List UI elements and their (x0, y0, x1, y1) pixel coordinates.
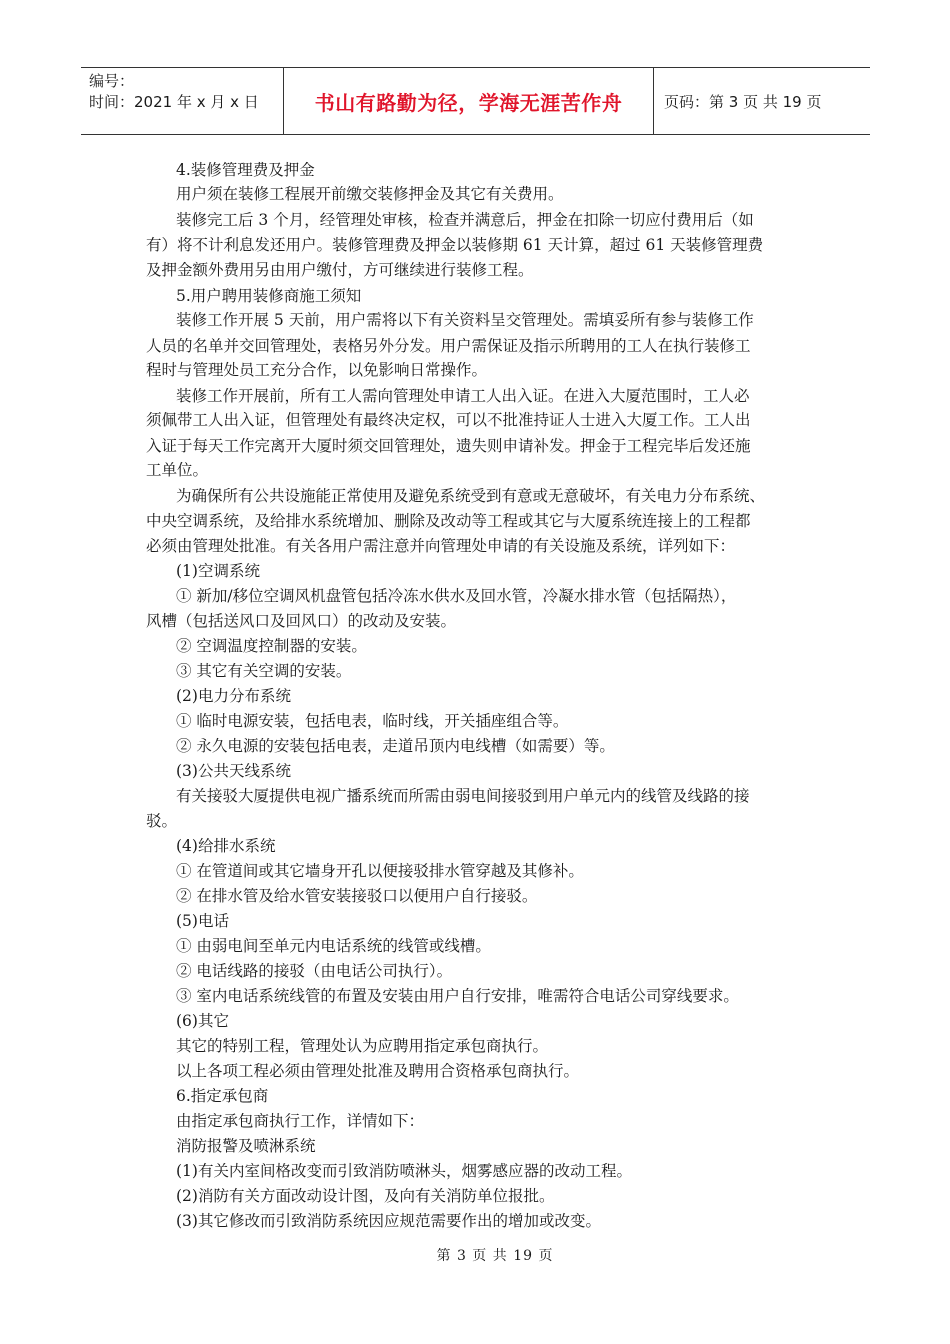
paragraph-line: 为确保所有公共设施能正常使用及避免系统受到有意或无意破坏，有关电力分布系统、 (176, 487, 766, 505)
paragraph-line: 中央空调系统，及给排水系统增加、删除及改动等工程或其它与大厦系统连接上的工程都 (146, 512, 751, 530)
paragraph-line: 必须由管理处批准。有关各用户需注意并向管理处申请的有关设施及系统，详列如下： (146, 537, 736, 555)
subsection-heading: 消防报警及喷淋系统 (176, 1137, 316, 1155)
subsection-heading: (6)其它 (176, 1012, 229, 1030)
header-motto: 书山有路勤为径，学海无涯苦作舟 (284, 68, 654, 134)
list-item: ② 在排水管及给水管安装接驳口以便用户自行接驳。 (176, 887, 538, 905)
paragraph-line: 装修完工后 3 个月，经管理处审核，检查并满意后，押金在扣除一切应付费用后（如 (176, 211, 754, 229)
list-item: ① 临时电源安装，包括电表，临时线，开关插座组合等。 (176, 712, 569, 730)
subsection-heading: (1)空调系统 (176, 562, 260, 580)
paragraph-line: 以上各项工程必须由管理处批准及聘用合资格承包商执行。 (176, 1062, 580, 1080)
subsection-heading: (3)公共天线系统 (176, 762, 291, 780)
date-label: 时间：2021 年 x 月 x 日 (89, 93, 259, 111)
subsection-heading: (2)电力分布系统 (176, 687, 291, 705)
paragraph-line: 有关接驳大厦提供电视广播系统而所需由弱电间接驳到用户单元内的线管及线路的接 (176, 787, 750, 805)
paragraph-line: 其它的特别工程，管理处认为应聘用指定承包商执行。 (176, 1037, 549, 1055)
paragraph-line: 装修工作开展前，所有工人需向管理处申请工人出入证。在进入大厦范围时，工人必 (176, 387, 750, 405)
paragraph-line: 驳。 (146, 812, 178, 830)
section-heading: 4.装修管理费及押金 (176, 161, 315, 179)
paragraph-line: 入证于每天工作完离开大厦时须交回管理处，遗失则申请补发。押金于工程完毕后发还施 (146, 437, 751, 455)
section-heading: 6.指定承包商 (176, 1087, 269, 1105)
list-item: ② 永久电源的安装包括电表，走道吊顶内电线槽（如需要）等。 (176, 737, 615, 755)
list-item-continuation: 风槽（包括送风口及回风口）的改动及安装。 (146, 612, 457, 630)
page-header (81, 67, 870, 135)
subsection-heading: (4)给排水系统 (176, 837, 276, 855)
list-item: ② 空调温度控制器的安装。 (176, 637, 367, 655)
list-item: ② 电话线路的接驳（由电话公司执行）。 (176, 962, 453, 980)
list-item: ③ 其它有关空调的安装。 (176, 662, 352, 680)
header-page-label: 页码：第 3 页 共 19 页 (664, 92, 822, 111)
list-item: ① 新加/移位空调风机盘管包括冷冻水供水及回水管，冷凝水排水管（包括隔热）， (176, 587, 737, 605)
list-item: ① 由弱电间至单元内电话系统的线管或线槽。 (176, 937, 491, 955)
code-label: 编号： (89, 72, 135, 90)
paragraph-line: 程时与管理处员工充分合作，以免影响日常操作。 (146, 361, 488, 379)
paragraph-line: 须佩带工人出入证，但管理处有最终决定权，可以不批准持证人士进入大厦工作。工人出 (146, 411, 751, 429)
paragraph-line: 由指定承包商执行工作，详情如下： (176, 1112, 425, 1130)
subsection-heading: (5)电话 (176, 912, 229, 930)
paragraph-line: 装修工作开展 5 天前，用户需将以下有关资料呈交管理处。需填妥所有参与装修工作 (176, 311, 754, 329)
list-item: (1)有关内室间格改变而引致消防喷淋头，烟雾感应器的改动工程。 (176, 1162, 632, 1180)
header-meta (81, 68, 284, 134)
paragraph-line: 用户须在装修工程展开前缴交装修押金及其它有关费用。 (176, 185, 564, 203)
paragraph-line: 及押金额外费用另由用户缴付，方可继续进行装修工程。 (146, 261, 534, 279)
page-footer: 第 3 页 共 19 页 (436, 1248, 554, 1264)
list-item: (2)消防有关方面改动设计图，及向有关消防单位报批。 (176, 1187, 555, 1205)
paragraph-line: 人员的名单并交回管理处，表格另外分发。用户需保证及指示所聘用的工人在执行装修工 (146, 337, 751, 355)
list-item: ③ 室内电话系统线管的布置及安装由用户自行安排，唯需符合电话公司穿线要求。 (176, 987, 739, 1005)
list-item: ① 在管道间或其它墙身开孔以便接驳排水管穿越及其修补。 (176, 862, 584, 880)
paragraph-line: 有）将不计利息发还用户。装修管理费及押金以装修期 61 天计算，超过 61 天装修管理费 (146, 236, 764, 254)
list-item: (3)其它修改而引致消防系统因应规范需要作出的增加或改变。 (176, 1212, 601, 1230)
paragraph-line: 工单位。 (146, 461, 209, 479)
section-heading: 5.用户聘用装修商施工须知 (176, 287, 362, 305)
